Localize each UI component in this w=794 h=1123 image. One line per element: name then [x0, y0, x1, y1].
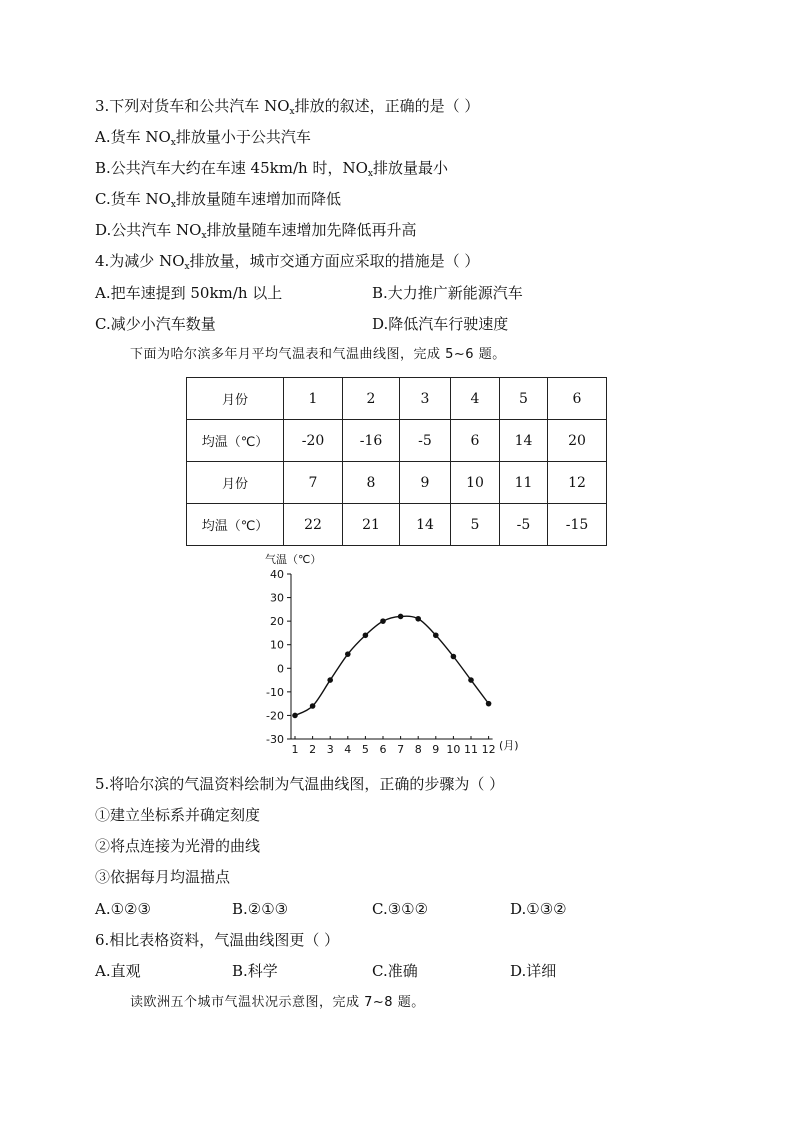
q6-option-d: D.详细 [510, 962, 557, 980]
q3-stem-text: 3.下列对货车和公共汽车 NO [95, 97, 290, 115]
x-tick-label: 1 [291, 743, 299, 756]
table-cell: 5 [500, 378, 548, 420]
q5-option-c: C.③①② [372, 900, 429, 918]
y-tick-label: 10 [270, 638, 284, 652]
temperature-chart [255, 550, 545, 756]
data-point [398, 614, 404, 620]
option-text-2: 排放量随车速增加先降低再升高 [206, 221, 417, 239]
subscript: x [289, 107, 295, 117]
q6-option-a: A.直观 [95, 962, 141, 980]
q4-stem-text-2: 排放量，城市交通方面应采取的措施是（ ） [189, 252, 480, 270]
table-cell: -5 [400, 420, 451, 462]
data-point [310, 703, 316, 709]
x-tick-label: 12 [481, 743, 496, 756]
x-tick-label: 2 [309, 743, 317, 756]
data-point [433, 632, 439, 638]
data-point [292, 713, 298, 719]
data-point [327, 677, 333, 683]
x-tick-label: 4 [344, 743, 352, 756]
q5-option-d: D.①③② [510, 900, 567, 918]
table-cell: 9 [400, 462, 451, 504]
q5-option-b: B.②①③ [232, 900, 289, 918]
table-cell: 2 [343, 378, 400, 420]
subscript: x [170, 200, 176, 210]
q5-option-a: A.①②③ [95, 900, 151, 918]
y-tick-label: -20 [266, 709, 284, 723]
row-label: 均温（℃） [187, 504, 284, 546]
x-tick-label: 5 [361, 743, 369, 756]
table-cell: 6 [548, 378, 607, 420]
y-tick-label: -30 [266, 733, 284, 746]
option-text-2: 排放量最小 [372, 159, 448, 177]
option-text: D.公共汽车 NO [95, 221, 202, 239]
table-cell: -16 [343, 420, 400, 462]
row-label: 均温（℃） [187, 420, 284, 462]
subscript: x [170, 138, 176, 148]
table-cell: 6 [451, 420, 500, 462]
data-point [415, 616, 421, 622]
table-cell: 20 [548, 420, 607, 462]
table-row [187, 420, 607, 462]
y-axis-label: 气温（℃） [265, 553, 322, 566]
table-cell: 1 [284, 378, 343, 420]
x-tick-label: 7 [397, 743, 405, 756]
table-cell: 14 [400, 504, 451, 546]
table-cell: -5 [500, 504, 548, 546]
table-cell: 10 [451, 462, 500, 504]
q5-stem: 5.将哈尔滨的气温资料绘制为气温曲线图，正确的步骤为（ ） [95, 775, 505, 793]
table-row [187, 462, 607, 504]
data-point [345, 651, 351, 657]
q4-option-b: B.大力推广新能源汽车 [372, 284, 523, 302]
q4-stem [95, 251, 479, 277]
q6-stem: 6.相比表格资料，气温曲线图更（ ） [95, 931, 340, 949]
x-tick-label: 10 [446, 743, 461, 756]
q4-option-c: C.减少小汽车数量 [95, 315, 216, 333]
data-point [468, 677, 474, 683]
table-cell: 8 [343, 462, 400, 504]
row-label: 月份 [187, 378, 284, 420]
section-intro-5-6: 下面为哈尔滨多年月平均气温表和气温曲线图，完成 5~6 题。 [130, 347, 506, 362]
section-intro-7-8: 读欧洲五个城市气温状况示意图，完成 7~8 题。 [130, 995, 425, 1010]
option-text: C.货车 NO [95, 190, 171, 208]
q3-stem [95, 96, 479, 122]
option-text: B.公共汽车大约在车速 45km/h 时，NO [95, 159, 368, 177]
x-tick-label: 6 [379, 743, 387, 756]
data-point [486, 701, 492, 707]
y-tick-label: 30 [270, 591, 284, 605]
q3-option-a [95, 127, 311, 153]
x-axis-label: (月) [499, 739, 519, 752]
table-cell: 7 [284, 462, 343, 504]
table-cell: -20 [284, 420, 343, 462]
x-tick-label: 8 [414, 743, 422, 756]
table-cell: 12 [548, 462, 607, 504]
q5-step-3: ③依据每月均温描点 [95, 868, 231, 886]
table-cell: 3 [400, 378, 451, 420]
y-tick-label: 40 [270, 568, 284, 581]
subscript: x [367, 169, 373, 179]
y-tick-label: 20 [270, 615, 284, 629]
q3-stem-text-2: 排放的叙述，正确的是（ ） [294, 97, 480, 115]
data-point [363, 632, 369, 638]
table-cell: 22 [284, 504, 343, 546]
data-point [380, 618, 386, 624]
table-cell: 21 [343, 504, 400, 546]
q3-option-c [95, 189, 341, 215]
row-label: 月份 [187, 462, 284, 504]
table-cell: -15 [548, 504, 607, 546]
y-tick-label: 0 [277, 662, 284, 676]
q5-step-1: ①建立坐标系并确定刻度 [95, 806, 261, 824]
y-tick-label: -10 [266, 685, 284, 699]
data-point [451, 654, 457, 660]
chart-axes [266, 568, 496, 756]
table-row [187, 378, 607, 420]
series-line [295, 616, 489, 715]
q3-option-b [95, 158, 448, 184]
table-cell: 11 [500, 462, 548, 504]
x-tick-label: 11 [464, 743, 478, 756]
option-text-2: 排放量随车速增加而降低 [175, 190, 341, 208]
q6-option-b: B.科学 [232, 962, 278, 980]
subscript: x [201, 231, 207, 241]
table-row [187, 504, 607, 546]
q4-option-a: A.把车速提到 50km/h 以上 [95, 284, 283, 302]
subscript: x [184, 262, 190, 272]
x-tick-label: 3 [326, 743, 334, 756]
x-tick-label: 9 [432, 743, 440, 756]
chart-marks [292, 614, 491, 719]
q5-step-2: ②将点连接为光滑的曲线 [95, 837, 261, 855]
option-text: A.货车 NO [95, 128, 171, 146]
q4-option-d: D.降低汽车行驶速度 [372, 315, 509, 333]
option-text-2: 排放量小于公共汽车 [175, 128, 311, 146]
q3-option-d [95, 220, 417, 246]
q4-stem-text: 4.为减少 NO [95, 252, 185, 270]
temperature-table [186, 377, 607, 546]
q6-option-c: C.准确 [372, 962, 418, 980]
table-cell: 4 [451, 378, 500, 420]
table-cell: 14 [500, 420, 548, 462]
table-cell: 5 [451, 504, 500, 546]
